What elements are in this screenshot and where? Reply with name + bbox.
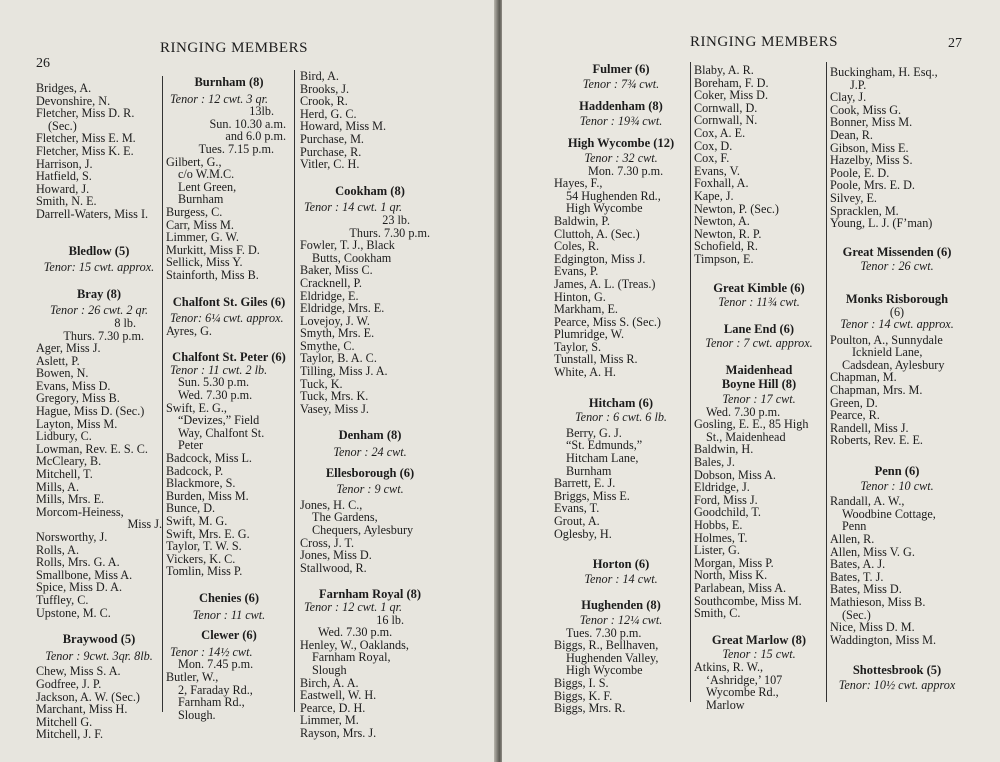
member-entry: St., Maidenhead bbox=[706, 429, 786, 444]
member-entry: Parlabean, Miss A. bbox=[694, 580, 787, 595]
member-entry: McCleary, B. bbox=[36, 454, 102, 469]
tenor-line: Tenor : 7 cwt. approx. bbox=[705, 336, 813, 351]
member-entry: Coles, R. bbox=[554, 239, 600, 254]
tower-heading: Great Kimble (6) bbox=[713, 280, 805, 295]
member-entry: Swift, M. G. bbox=[166, 514, 228, 528]
member-entry: Bird, A. bbox=[300, 69, 339, 83]
page-number: 26 bbox=[36, 56, 50, 71]
member-entry: Harrison, J. bbox=[36, 156, 93, 171]
member-entry: Marlow bbox=[706, 697, 745, 712]
tower-heading: Hughenden (8) bbox=[581, 598, 661, 613]
member-entry: Barrett, E. J. bbox=[554, 476, 616, 491]
tenor-line: Tenor : 12 cwt. 1 qr. bbox=[304, 599, 403, 614]
member-entry: Boreham, F. D. bbox=[694, 75, 769, 90]
member-entry: Plumridge, W. bbox=[554, 327, 625, 342]
member-entry: Stainforth, Miss B. bbox=[166, 267, 259, 282]
tenor-line: Tenor : 11¾ cwt. bbox=[718, 295, 800, 310]
member-entry: Randell, Miss J. bbox=[830, 420, 909, 435]
tenor-line: Tenor: 10½ cwt. approx bbox=[838, 677, 956, 692]
member-entry: Cox, F. bbox=[694, 151, 730, 166]
member-entry: Southcombe, Miss M. bbox=[694, 593, 802, 608]
member-entry: Smith, N. E. bbox=[36, 194, 97, 209]
member-entry: Berry, G. J. bbox=[566, 425, 622, 440]
member-entry: Gosling, E. E., 85 High bbox=[694, 417, 809, 432]
member-entry: High Wycombe bbox=[566, 663, 643, 678]
tower-heading: Monks Risborough bbox=[845, 291, 949, 306]
practice-time: Tues. 7.15 p.m. bbox=[198, 141, 274, 156]
member-entry: Burgess, C. bbox=[166, 204, 223, 219]
tower-bell-count: (6) bbox=[889, 304, 905, 319]
member-entry: Briggs, Miss E. bbox=[554, 488, 630, 503]
member-entry: Purchase, R. bbox=[300, 144, 362, 159]
member-entry: Woodbine Cottage, bbox=[842, 506, 936, 521]
member-entry: Chapman, Mrs. M. bbox=[830, 383, 923, 398]
member-entry: Jones, Miss D. bbox=[300, 548, 372, 563]
tenor-line: Tenor : 26 cwt. 2 qr. bbox=[49, 303, 149, 318]
member-entry: High Wycombe bbox=[566, 201, 643, 216]
member-entry: Mills, A. bbox=[36, 479, 80, 494]
member-entry: Baldwin, H. bbox=[694, 442, 754, 457]
member-entry: ‘Ashridge,’ 107 bbox=[706, 672, 783, 687]
member-entry: Poulton, A., Sunnydale bbox=[830, 332, 943, 347]
member-entry: Howard, Miss M. bbox=[300, 119, 386, 134]
member-entry: Morgan, Miss P. bbox=[694, 555, 774, 570]
member-entry: Farnham Rd., bbox=[178, 695, 245, 710]
tower-heading: Denham (8) bbox=[338, 428, 402, 443]
member-entry: Penn bbox=[842, 519, 867, 534]
member-entry: Brooks, J. bbox=[300, 81, 350, 96]
tenor-line: Tenor : 15 cwt. bbox=[722, 647, 796, 662]
member-entry: Cadsdean, Aylesbury bbox=[842, 357, 945, 372]
practice-time: Mon. 7.45 p.m. bbox=[178, 657, 254, 672]
tenor-line: Tenor : 14 cwt. bbox=[584, 571, 658, 586]
column-rule bbox=[162, 76, 163, 712]
member-entry: Gilbert, G., bbox=[166, 154, 222, 169]
member-entry: Swift, E. G., bbox=[166, 400, 227, 415]
tower-heading: Maidenhead bbox=[725, 362, 793, 377]
member-entry: Cornwall, D. bbox=[694, 100, 758, 115]
member-entry: Lent Green, bbox=[178, 179, 237, 194]
tenor-line: 16 lb. bbox=[376, 612, 404, 627]
member-entry: Smythe, C. bbox=[300, 338, 355, 353]
member-entry: Vasey, Miss J. bbox=[300, 401, 369, 416]
left-column-2 bbox=[166, 76, 292, 721]
right-column-2 bbox=[694, 64, 824, 711]
member-entry: Chequers, Aylesbury bbox=[312, 523, 414, 537]
member-entry: Spracklen, M. bbox=[830, 203, 899, 218]
member-entry: Randall, A. W., bbox=[830, 494, 905, 509]
practice-time: Wed. 7.30 p.m. bbox=[178, 388, 253, 403]
tenor-line: Tenor: 15 cwt. approx. bbox=[43, 260, 155, 275]
member-entry: Way, Chalfont St. bbox=[178, 425, 265, 440]
tower-heading: Farnham Royal (8) bbox=[318, 587, 422, 602]
member-entry: Farnham Royal, bbox=[312, 650, 391, 665]
practice-time: Sun. 10.30 a.m. bbox=[209, 116, 286, 131]
member-entry: Burnham bbox=[566, 463, 612, 478]
member-entry: Butler, W., bbox=[166, 669, 219, 684]
tower-heading: Clewer (6) bbox=[201, 628, 257, 643]
tower-heading: Hitcham (6) bbox=[588, 395, 654, 410]
member-entry: Henley, W., Oaklands, bbox=[300, 637, 409, 652]
member-entry: Roberts, Rev. E. E. bbox=[830, 433, 923, 448]
member-entry: Hobbs, E. bbox=[694, 518, 743, 532]
member-entry: The Gardens, bbox=[312, 510, 378, 525]
member-entry: (Sec.) bbox=[842, 607, 871, 622]
left-page bbox=[0, 0, 496, 762]
member-entry: Bonner, Miss M. bbox=[830, 115, 913, 130]
member-entry: Smith, C. bbox=[694, 606, 741, 621]
member-entry: Butts, Cookham bbox=[312, 250, 392, 265]
member-entry: Hayes, F., bbox=[554, 176, 603, 191]
member-entry: Eastwell, W. H. bbox=[300, 688, 377, 703]
member-entry: Cracknell, P. bbox=[300, 275, 362, 290]
tower-heading: Fulmer (6) bbox=[592, 62, 650, 76]
member-entry: Taylor, T. W. S. bbox=[166, 539, 242, 554]
member-entry: Cross, J. T. bbox=[300, 535, 355, 550]
member-entry: Smallbone, Miss A. bbox=[36, 567, 133, 582]
member-entry: Edgington, Miss J. bbox=[554, 251, 646, 266]
page-number: 27 bbox=[948, 36, 962, 51]
member-entry: Spice, Miss D. A. bbox=[36, 580, 122, 595]
member-entry: Tuck, K. bbox=[300, 376, 343, 391]
member-entry: Baker, Miss C. bbox=[300, 263, 373, 278]
member-entry: Eldridge, E. bbox=[300, 288, 359, 303]
tenor-line: 23 lb. bbox=[382, 212, 410, 227]
tenor-line: Tenor: 6¼ cwt. approx. bbox=[170, 311, 284, 326]
member-entry: Howard, J. bbox=[36, 181, 90, 196]
member-entry: 2, Faraday Rd., bbox=[178, 682, 253, 697]
member-entry: 54 Hughenden Rd., bbox=[566, 188, 661, 203]
tenor-line: Tenor : 19¾ cwt. bbox=[579, 113, 663, 128]
member-entry: Gibson, Miss E. bbox=[830, 140, 909, 155]
member-entry: Oglesby, H. bbox=[554, 526, 612, 541]
tower-heading: Ellesborough (6) bbox=[325, 465, 415, 480]
member-entry: Bates, A. J. bbox=[830, 557, 886, 572]
member-entry: Chapman, M. bbox=[830, 370, 897, 385]
member-entry: Limmer, M. bbox=[300, 713, 359, 728]
tower-heading: Horton (6) bbox=[592, 557, 650, 572]
tower-heading: Shottesbrook (5) bbox=[852, 663, 942, 678]
member-entry: Gregory, Miss B. bbox=[36, 391, 120, 406]
tower-heading: Cookham (8) bbox=[335, 183, 405, 198]
member-entry: Murkitt, Miss F. D. bbox=[166, 242, 260, 257]
tenor-line: Tenor : 32 cwt. bbox=[584, 150, 658, 165]
member-entry: North, Miss K. bbox=[694, 568, 768, 583]
running-head: RINGING MEMBERS bbox=[690, 34, 838, 50]
tenor-line: Tenor : 14 cwt. 1 qr. bbox=[304, 200, 403, 215]
member-entry: Nice, Miss D. M. bbox=[830, 620, 915, 635]
member-entry: Norsworthy, J. bbox=[36, 530, 108, 544]
member-entry: Layton, Miss M. bbox=[36, 416, 118, 431]
member-entry: Poole, E. D. bbox=[830, 165, 890, 180]
member-entry: Cluttoh, A. (Sec.) bbox=[554, 226, 640, 241]
member-entry: Dean, R. bbox=[830, 127, 873, 142]
member-entry: Marchant, Miss H. bbox=[36, 702, 128, 717]
member-entry: Hazelby, Miss S. bbox=[830, 153, 913, 168]
tenor-line: Tenor : 7¾ cwt. bbox=[582, 76, 660, 91]
member-entry: Fletcher, Miss E. M. bbox=[36, 131, 136, 146]
member-entry: Pearce, R. bbox=[830, 408, 880, 423]
tenor-line: Tenor : 26 cwt. bbox=[860, 259, 934, 274]
member-entry: c/o W.M.C. bbox=[178, 167, 235, 182]
member-entry: (Sec.) bbox=[48, 118, 77, 133]
member-entry: Miss J. bbox=[127, 517, 162, 532]
member-entry: Vickers, K. C. bbox=[166, 551, 236, 566]
tower-heading: Bledlow (5) bbox=[68, 243, 130, 258]
left-column-3 bbox=[300, 70, 440, 740]
member-entry: Wycombe Rd., bbox=[706, 685, 779, 700]
tenor-line: Tenor : 12 cwt. 3 qr. bbox=[170, 91, 269, 106]
member-entry: Lidbury, C. bbox=[36, 429, 92, 444]
member-entry: Rolls, A. bbox=[36, 542, 80, 557]
practice-time: Wed. 7.30 p.m. bbox=[706, 404, 781, 419]
tenor-line: Tenor : 12¼ cwt. bbox=[579, 612, 663, 627]
tenor-line: 13lb. bbox=[249, 104, 274, 119]
member-entry: Hinton, G. bbox=[554, 289, 606, 304]
member-entry: Biggs, Mrs. R. bbox=[554, 701, 626, 716]
tower-heading: Chalfont St. Peter (6) bbox=[172, 350, 286, 365]
member-entry: Hatfield, S. bbox=[36, 169, 92, 184]
practice-time: Tues. 7.30 p.m. bbox=[566, 625, 642, 640]
member-entry: J.P. bbox=[850, 77, 867, 92]
member-entry: Hitcham Lane, bbox=[566, 451, 639, 466]
member-entry: Evans, V. bbox=[694, 163, 740, 178]
member-entry: Tuffley, C. bbox=[36, 592, 89, 607]
member-entry: Jackson, A. W. (Sec.) bbox=[36, 689, 140, 704]
member-entry: Taylor, B. A. C. bbox=[300, 351, 377, 366]
member-entry: Bowen, N. bbox=[36, 366, 89, 381]
member-entry: Silvey, E. bbox=[830, 190, 877, 205]
member-entry: Fletcher, Miss K. E. bbox=[36, 143, 134, 158]
member-entry: Biggs, R., Bellhaven, bbox=[554, 638, 659, 653]
member-entry: Bates, Miss D. bbox=[830, 582, 902, 597]
member-entry: Mitchell G. bbox=[36, 714, 93, 729]
member-entry: Newton, P. (Sec.) bbox=[694, 201, 779, 216]
member-entry: Tunstall, Miss R. bbox=[554, 352, 638, 367]
member-entry: Birch, A. A. bbox=[300, 675, 359, 690]
member-entry: Bates, T. J. bbox=[830, 569, 884, 584]
member-entry: Upstone, M. C. bbox=[36, 605, 111, 620]
member-entry: Bales, J. bbox=[694, 455, 735, 470]
member-entry: Rolls, Mrs. G. A. bbox=[36, 555, 120, 570]
left-column-1 bbox=[36, 82, 162, 741]
member-entry: Bunce, D. bbox=[166, 501, 216, 516]
member-entry: Buckingham, H. Esq., bbox=[830, 65, 938, 79]
running-head: RINGING MEMBERS bbox=[160, 40, 308, 56]
member-entry: James, A. L. (Treas.) bbox=[554, 276, 656, 291]
member-entry: Cornwall, N. bbox=[694, 113, 758, 128]
tower-heading: Great Marlow (8) bbox=[711, 632, 807, 647]
member-entry: Hague, Miss D. (Sec.) bbox=[36, 404, 145, 419]
member-entry: Waddington, Miss M. bbox=[830, 632, 937, 647]
column-rule bbox=[826, 62, 827, 702]
member-entry: Foxhall, A. bbox=[694, 176, 749, 191]
member-entry: Mathieson, Miss B. bbox=[830, 594, 926, 609]
member-entry: Clay, J. bbox=[830, 90, 867, 105]
member-entry: Vitler, C. H. bbox=[300, 157, 360, 172]
member-entry: Blaby, A. R. bbox=[694, 63, 754, 77]
member-entry: Young, L. J. (F’man) bbox=[830, 216, 933, 231]
tenor-line: 8 lb. bbox=[114, 315, 136, 330]
member-entry: Newton, R. P. bbox=[694, 226, 762, 241]
member-entry: Tilling, Miss J. A. bbox=[300, 364, 388, 379]
member-entry: Poole, Mrs. E. D. bbox=[830, 178, 915, 193]
member-entry: Lowman, Rev. E. S. C. bbox=[36, 441, 148, 456]
tower-heading: Chenies (6) bbox=[198, 590, 260, 605]
member-entry: Schofield, R. bbox=[694, 239, 758, 254]
member-entry: Fletcher, Miss D. R. bbox=[36, 106, 135, 121]
tenor-line: Tenor : 24 cwt. bbox=[333, 445, 407, 460]
practice-time: Thurs. 7.30 p.m. bbox=[63, 328, 144, 343]
member-entry: Allen, Miss V. G. bbox=[830, 544, 915, 559]
practice-time: Mon. 7.30 p.m. bbox=[588, 163, 664, 178]
right-column-1 bbox=[554, 63, 688, 715]
tower-heading: Braywood (5) bbox=[62, 632, 136, 647]
member-entry: Newton, A. bbox=[694, 214, 750, 229]
practice-time: Wed. 7.30 p.m. bbox=[318, 625, 393, 640]
tower-heading: Lane End (6) bbox=[723, 321, 795, 336]
member-entry: Aslett, P. bbox=[36, 353, 80, 368]
member-entry: Timpson, E. bbox=[694, 251, 754, 266]
member-entry: Blackmore, S. bbox=[166, 476, 236, 491]
member-entry: Slough. bbox=[178, 707, 216, 722]
member-entry: Biggs, K. F. bbox=[554, 688, 613, 703]
member-entry: Holmes, T. bbox=[694, 530, 748, 545]
member-entry: Swift, Mrs. E. G. bbox=[166, 526, 250, 541]
member-entry: Grout, A. bbox=[554, 514, 600, 528]
column-rule bbox=[294, 70, 295, 712]
member-entry: Peter bbox=[178, 438, 204, 453]
member-entry: Icknield Lane, bbox=[852, 345, 923, 360]
tower-heading: High Wycombe (12) bbox=[567, 136, 675, 151]
member-entry: Purchase, M. bbox=[300, 131, 364, 146]
tenor-line: Tenor : 9cwt. 3qr. 8lb. bbox=[45, 648, 153, 663]
tower-heading: Penn (6) bbox=[874, 464, 920, 479]
member-entry: Goodchild, T. bbox=[694, 505, 761, 520]
member-entry: Burden, Miss M. bbox=[166, 488, 249, 503]
member-entry: Dobson, Miss A. bbox=[694, 467, 776, 482]
member-entry: Pearce, D. H. bbox=[300, 700, 366, 715]
tenor-line: Tenor : 17 cwt. bbox=[722, 392, 796, 407]
member-entry: Green, D. bbox=[830, 395, 878, 410]
member-entry: Morcom-Heiness, bbox=[36, 504, 124, 519]
member-entry: Rayson, Mrs. J. bbox=[300, 725, 377, 740]
member-entry: Mitchell, J. F. bbox=[36, 727, 104, 742]
member-entry: Eldridge, J. bbox=[694, 480, 750, 495]
member-entry: Mitchell, T. bbox=[36, 467, 93, 482]
tower-heading: Chalfont St. Giles (6) bbox=[172, 294, 286, 309]
member-entry: Pearce, Miss S. (Sec.) bbox=[554, 314, 661, 329]
right-column-3 bbox=[830, 66, 964, 695]
tower-heading: Bray (8) bbox=[76, 286, 122, 301]
member-entry: Evans, T. bbox=[554, 501, 600, 516]
member-entry: Ager, Miss J. bbox=[36, 341, 101, 356]
member-entry: Atkins, R. W., bbox=[694, 659, 764, 674]
member-entry: White, A. H. bbox=[554, 365, 616, 380]
member-entry: Badcock, P. bbox=[166, 463, 224, 478]
tower-heading: Haddenham (8) bbox=[579, 99, 663, 114]
right-page bbox=[502, 0, 1000, 762]
member-entry: Allen, R. bbox=[830, 532, 875, 546]
practice-time: and 6.0 p.m. bbox=[225, 129, 286, 144]
tower-heading: Burnham (8) bbox=[194, 75, 264, 89]
member-entry: Devonshire, N. bbox=[36, 93, 111, 108]
tower-heading: Great Missenden (6) bbox=[842, 244, 952, 259]
member-entry: Cox, A. E. bbox=[694, 125, 746, 140]
practice-time: Thurs. 7.30 p.m. bbox=[349, 225, 430, 240]
member-entry: Bridges, A. bbox=[36, 81, 92, 95]
member-entry: Chew, Miss S. A. bbox=[36, 664, 121, 679]
member-entry: Baldwin, P. bbox=[554, 213, 610, 228]
member-entry: Tomlin, Miss P. bbox=[166, 564, 243, 579]
member-entry: Smyth, Mrs. E. bbox=[300, 326, 375, 341]
tenor-line: Tenor : 6 cwt. 6 lb. bbox=[575, 410, 667, 425]
member-entry: Stallwood, R. bbox=[300, 560, 367, 575]
member-entry: Mills, Mrs. E. bbox=[36, 492, 105, 507]
member-entry: Hughenden Valley, bbox=[566, 650, 659, 665]
member-entry: Lister, G. bbox=[694, 543, 740, 558]
tenor-line: Tenor : 11 cwt. 2 lb. bbox=[170, 362, 268, 377]
member-entry: Evans, P. bbox=[554, 264, 599, 279]
member-entry: “St. Edmunds,” bbox=[566, 438, 643, 453]
member-entry: Burnham bbox=[178, 192, 224, 207]
member-entry: Badcock, Miss L. bbox=[166, 451, 252, 466]
member-entry: Jones, H. C., bbox=[300, 497, 363, 512]
member-entry: Tuck, Mrs. K. bbox=[300, 389, 369, 404]
member-entry: Lovejoy, J. W. bbox=[300, 313, 370, 328]
member-entry: “Devizes,” Field bbox=[178, 413, 260, 428]
member-entry: Carr, Miss M. bbox=[166, 217, 234, 232]
member-entry: Kape, J. bbox=[694, 188, 734, 203]
member-entry: Eldridge, Mrs. E. bbox=[300, 301, 385, 316]
tenor-line: Tenor : 10 cwt. bbox=[860, 478, 934, 493]
member-entry: Markham, E. bbox=[554, 302, 618, 317]
tower-heading: Boyne Hill (8) bbox=[721, 377, 797, 392]
member-entry: Slough bbox=[312, 662, 347, 677]
practice-time: Sun. 5.30 p.m. bbox=[178, 375, 250, 390]
member-entry: Cox, D. bbox=[694, 138, 733, 153]
member-entry: Godfree, J. P. bbox=[36, 676, 102, 691]
tenor-line: Tenor : 9 cwt. bbox=[336, 482, 404, 497]
member-entry: Herd, G. C. bbox=[300, 106, 357, 121]
member-entry: Taylor, S. bbox=[554, 339, 602, 354]
member-entry: Darrell-Waters, Miss I. bbox=[36, 206, 149, 221]
member-entry: Biggs, I. S. bbox=[554, 675, 609, 690]
member-entry: Evans, Miss D. bbox=[36, 378, 111, 393]
member-entry: Ayres, G. bbox=[166, 323, 212, 338]
member-entry: Crook, R. bbox=[300, 94, 348, 109]
member-entry: Coker, Miss D. bbox=[694, 88, 768, 103]
member-entry: Fowler, T. J., Black bbox=[300, 238, 395, 253]
tenor-line: Tenor : 14 cwt. approx. bbox=[840, 317, 954, 332]
column-rule bbox=[690, 62, 691, 702]
tenor-line: Tenor : 11 cwt. bbox=[192, 607, 266, 622]
member-entry: Cook, Miss G. bbox=[830, 102, 902, 117]
member-entry: Sellick, Miss Y. bbox=[166, 255, 243, 270]
tenor-line: Tenor : 14½ cwt. bbox=[170, 644, 253, 659]
member-entry: Limmer, G. W. bbox=[166, 230, 239, 245]
member-entry: Ford, Miss J. bbox=[694, 492, 758, 507]
